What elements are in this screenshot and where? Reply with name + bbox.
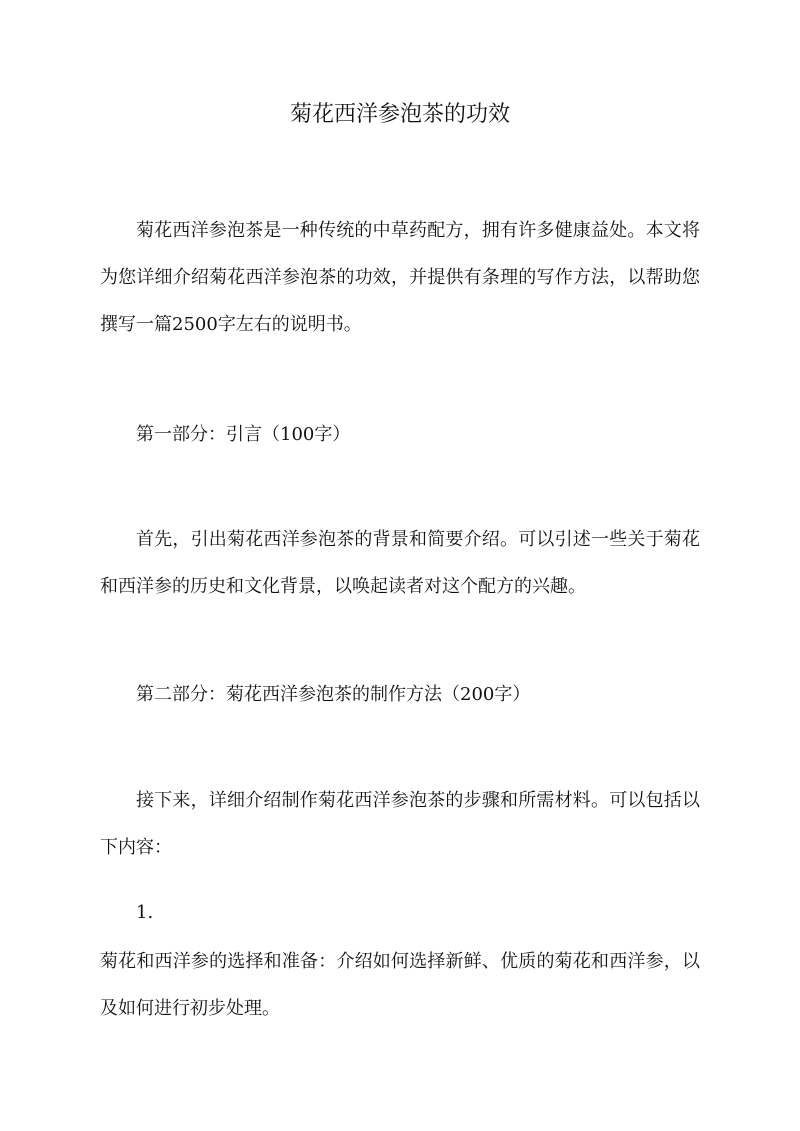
intro-paragraph: 菊花西洋参泡茶是一种传统的中草药配方，拥有许多健康益处。本文将为您详细介绍菊花西洋参泡茶的功效，并提供有条理的写作方法，以帮助您撰写一篇2500字左右的说明书。 [100, 220, 700, 335]
section1-heading: 第一部分：引言（100字） [136, 424, 351, 445]
list-item-number: 1. [136, 902, 154, 923]
section2-paragraph: 接下来，详细介绍制作菊花西洋参泡茶的步骤和所需材料。可以包括以下内容： [100, 790, 700, 858]
document-title: 菊花西洋参泡茶的功效 [289, 102, 510, 127]
section1-paragraph: 首先，引出菊花西洋参泡茶的背景和简要介绍。可以引述一些关于菊花和西洋参的历史和文化背景，以唤起读者对这个配方的兴趣。 [100, 529, 700, 597]
list-item-text: 菊花和西洋参的选择和准备：介绍如何选择新鲜、优质的菊花和西洋参，以及如何进行初步处理。 [100, 951, 700, 1019]
section2-heading: 第二部分：菊花西洋参泡茶的制作方法（200字） [136, 684, 531, 705]
